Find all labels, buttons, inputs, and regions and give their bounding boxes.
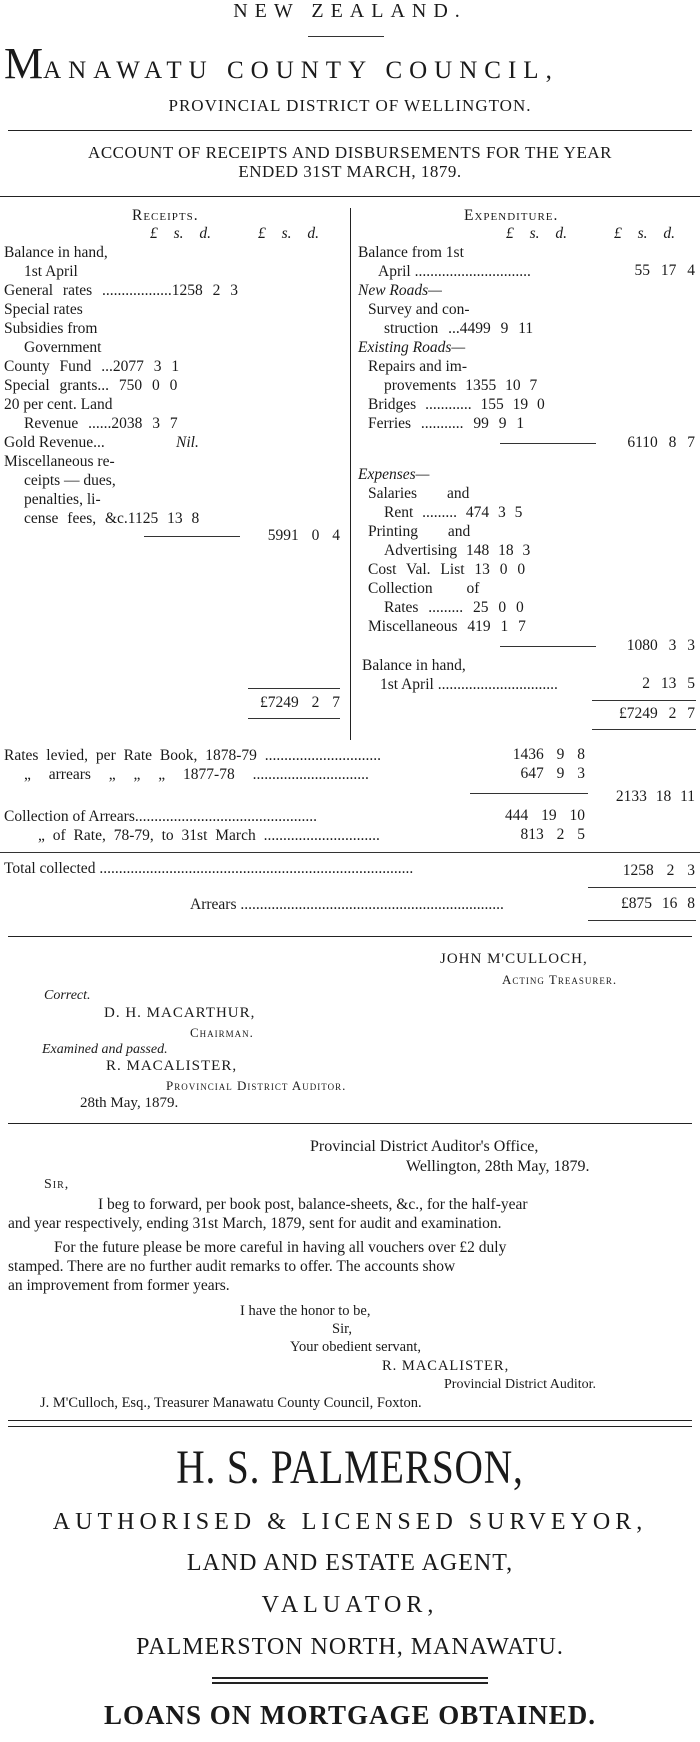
treasurer-name: JOHN M'CULLOCH,	[440, 951, 588, 967]
expenditure-line: provements 1355 10 7	[384, 377, 538, 394]
receipts-subtotal-rule	[144, 536, 240, 537]
advert-line: AUTHORISED & LICENSED SURVEYOR,	[52, 1509, 648, 1535]
letter-paragraph-line: an improvement from former years.	[8, 1277, 230, 1294]
expenditure-line: Printing and	[368, 523, 471, 540]
expenditure-line: Balance in hand,	[362, 657, 466, 674]
letter-salutation: Sir,	[44, 1177, 70, 1192]
rates-arrears-value: 647 9 3	[520, 765, 585, 782]
account-end-rule	[8, 936, 692, 937]
expenditure-section-heading: New Roads—	[358, 282, 442, 299]
receipt-line: Special grants... 750 0 0	[4, 377, 178, 394]
arrears-label: Arrears ....................................................................	[190, 896, 504, 913]
receipts-subtotal: 5991 0 4	[267, 527, 340, 544]
rates-subtotal-rule	[470, 793, 588, 794]
advert-line: LOANS ON MORTGAGE OBTAINED.	[103, 1700, 597, 1730]
auditor-title: Provincial District Auditor.	[166, 1078, 347, 1093]
council-initial: M	[4, 39, 44, 88]
letter-signer-title: Provincial District Auditor.	[444, 1377, 597, 1392]
expenditure-line: Rent ......... 474 3 5	[384, 504, 523, 521]
letter-paragraph-line: I beg to forward, per book post, balance-sheets, &c., for the half-year	[98, 1196, 528, 1213]
expenditure-heading: Expenditure.	[464, 207, 559, 224]
receipt-line: Special rates	[4, 301, 83, 318]
receipt-line: General rates ..................1258 2 3	[4, 282, 239, 299]
expenditure-currency-2: £ s. d.	[614, 225, 676, 242]
collection-arrears-value: 444 19 10	[505, 807, 585, 824]
letter-end-rule-1	[8, 1420, 692, 1421]
expenditure-line: April ..............................	[378, 263, 531, 280]
receipt-line: 1st April	[24, 263, 78, 280]
collection-arrears-label: Collection of Arrears...............................................	[4, 808, 317, 825]
expenditure-total: £7249 2 7	[619, 705, 695, 722]
expenditure-line: Bridges ............ 155 19 0	[368, 396, 545, 413]
expenditure-amount: 1080 3 3	[626, 637, 695, 654]
total-collected-value: 1258 2 3	[622, 862, 695, 879]
receipt-line: Government	[24, 339, 102, 356]
council-title-rest: ANAWATU COUNTY COUNCIL,	[43, 57, 559, 84]
advert-rule-1	[212, 1677, 488, 1679]
rates-total: 2133 18 11	[615, 788, 695, 805]
letter-closing: Your obedient servant,	[290, 1339, 422, 1355]
expenditure-line: Survey and con-	[368, 301, 470, 318]
receipts-heading: Receipts.	[132, 207, 199, 224]
chairman-name: D. H. MACARTHUR,	[104, 1005, 256, 1021]
arrears-rule-top	[588, 887, 696, 888]
correct-note: Correct.	[44, 988, 91, 1003]
receipts-total-rule-bottom	[248, 718, 340, 719]
total-collected-label: Total collected .................................................................................	[4, 860, 414, 877]
letter-paragraph-line: For the future please be more careful in having all vouchers over £2 duly	[54, 1239, 507, 1256]
arrears-rule-bottom	[588, 920, 696, 921]
signature-end-rule	[8, 1123, 692, 1124]
expenditure-total-rule-bottom	[592, 729, 696, 730]
expenditure-line: Salaries and	[368, 485, 470, 502]
expenditure-line: Advertising 148 18 3	[384, 542, 531, 559]
letter-office: Provincial District Auditor's Office,	[310, 1138, 539, 1155]
collection-rate-value: 813 2 5	[520, 826, 585, 843]
expenditure-line: Balance from 1st	[358, 244, 464, 261]
expenditure-amount: 2 13 5	[642, 675, 695, 692]
expenditure-amount: 6110 8 7	[627, 434, 695, 451]
council-title	[4, 39, 694, 88]
receipts-total-rule-top	[248, 688, 340, 689]
letter-signer: R. MACALISTER,	[382, 1358, 510, 1374]
examined-note: Examined and passed.	[42, 1042, 168, 1057]
receipt-line: Miscellaneous re-	[4, 453, 115, 470]
receipts-currency-1: £ s. d.	[150, 225, 212, 242]
receipt-line: County Fund ...2077 3 1	[4, 358, 180, 375]
receipt-line: ceipts — dues,	[24, 472, 116, 489]
expenditure-line: Collection of	[368, 580, 480, 597]
treasurer-title: Acting Treasurer.	[502, 972, 618, 987]
arrears-value: £875 16 8	[621, 895, 695, 912]
advert-line: VALUATOR,	[261, 1592, 439, 1618]
advert-name: H. S. PALMERSON,	[176, 1441, 524, 1494]
rates-arrears-label: „ arrears „ „ „ 1877-78 ..............................	[24, 766, 369, 783]
receipt-line: Subsidies from	[4, 320, 98, 337]
expenditure-line: Repairs and im-	[368, 358, 468, 375]
advert-rule-2	[212, 1682, 488, 1684]
title-rule	[8, 130, 692, 131]
letter-place-date: Wellington, 28th May, 1879.	[406, 1158, 590, 1175]
district-heading: PROVINCIAL DISTRICT OF WELLINGTON.	[168, 96, 532, 115]
letter-closing: Sir,	[332, 1321, 352, 1337]
expenditure-line: 1st April ...............................	[380, 676, 558, 693]
advert-line: LAND AND ESTATE AGENT,	[186, 1550, 514, 1576]
expenditure-line: Miscellaneous 419 1 7	[368, 618, 526, 635]
letter-paragraph-line: and year respectively, ending 31st March, 1879, sent for audit and examination.	[8, 1215, 502, 1232]
rates-levied-value: 1436 9 8	[512, 746, 585, 763]
collection-rule	[0, 852, 700, 853]
receipt-line: Balance in hand,	[4, 244, 108, 261]
country-heading: NEW ZEALAND.	[233, 0, 467, 22]
receipt-line: penalties, li-	[24, 491, 101, 508]
signature-date: 28th May, 1879.	[80, 1095, 179, 1111]
receipt-line: cense fees, &c.1125 13 8	[24, 510, 200, 527]
expenditure-section-heading: Expenses—	[358, 466, 430, 483]
receipts-total: £7249 2 7	[260, 694, 340, 711]
letter-addressee: J. M'Culloch, Esq., Treasurer Manawatu County Council, Foxton.	[40, 1395, 422, 1411]
account-title-line1: ACCOUNT OF RECEIPTS AND DISBURSEMENTS FOR THE YEAR	[88, 143, 612, 162]
receipt-nil: Nil.	[176, 434, 199, 451]
header-rule	[308, 36, 384, 37]
receipt-line: Gold Revenue...	[4, 434, 105, 451]
expenditure-line: Rates ......... 25 0 0	[384, 599, 524, 616]
letter-paragraph-line: stamped. There are no further audit remarks to offer. The accounts show	[8, 1258, 456, 1275]
expenditure-total-rule-top	[592, 700, 696, 701]
receipts-currency-2: £ s. d.	[258, 225, 320, 242]
expenditure-line: Cost Val. List 13 0 0	[368, 561, 526, 578]
expenditure-line: struction ...4499 9 11	[384, 320, 534, 337]
advert-line: PALMERSTON NORTH, MANAWATU.	[136, 1634, 564, 1660]
expenditure-currency-1: £ s. d.	[506, 225, 568, 242]
letter-end-rule-2	[8, 1426, 692, 1427]
account-rule	[0, 196, 700, 197]
chairman-title: Chairman.	[190, 1025, 254, 1040]
letter-closing: I have the honor to be,	[240, 1303, 371, 1319]
expenditure-line: Ferries ........... 99 9 1	[368, 415, 525, 432]
receipt-line: Revenue ......2038 3 7	[24, 415, 178, 432]
expenditure-amount: 55 17 4	[634, 262, 695, 279]
account-title-line2: ENDED 31ST MARCH, 1879.	[238, 162, 462, 181]
expenditure-section-heading: Existing Roads—	[358, 339, 466, 356]
auditor-name: R. MACALISTER,	[106, 1058, 238, 1074]
column-divider	[350, 208, 351, 740]
receipt-line: 20 per cent. Land	[4, 396, 113, 413]
collection-rate-label: „ of Rate, 78-79, to 31st March ..............................	[38, 827, 380, 844]
rates-levied-label: Rates levied, per Rate Book, 1878-79 ..............................	[4, 747, 382, 764]
